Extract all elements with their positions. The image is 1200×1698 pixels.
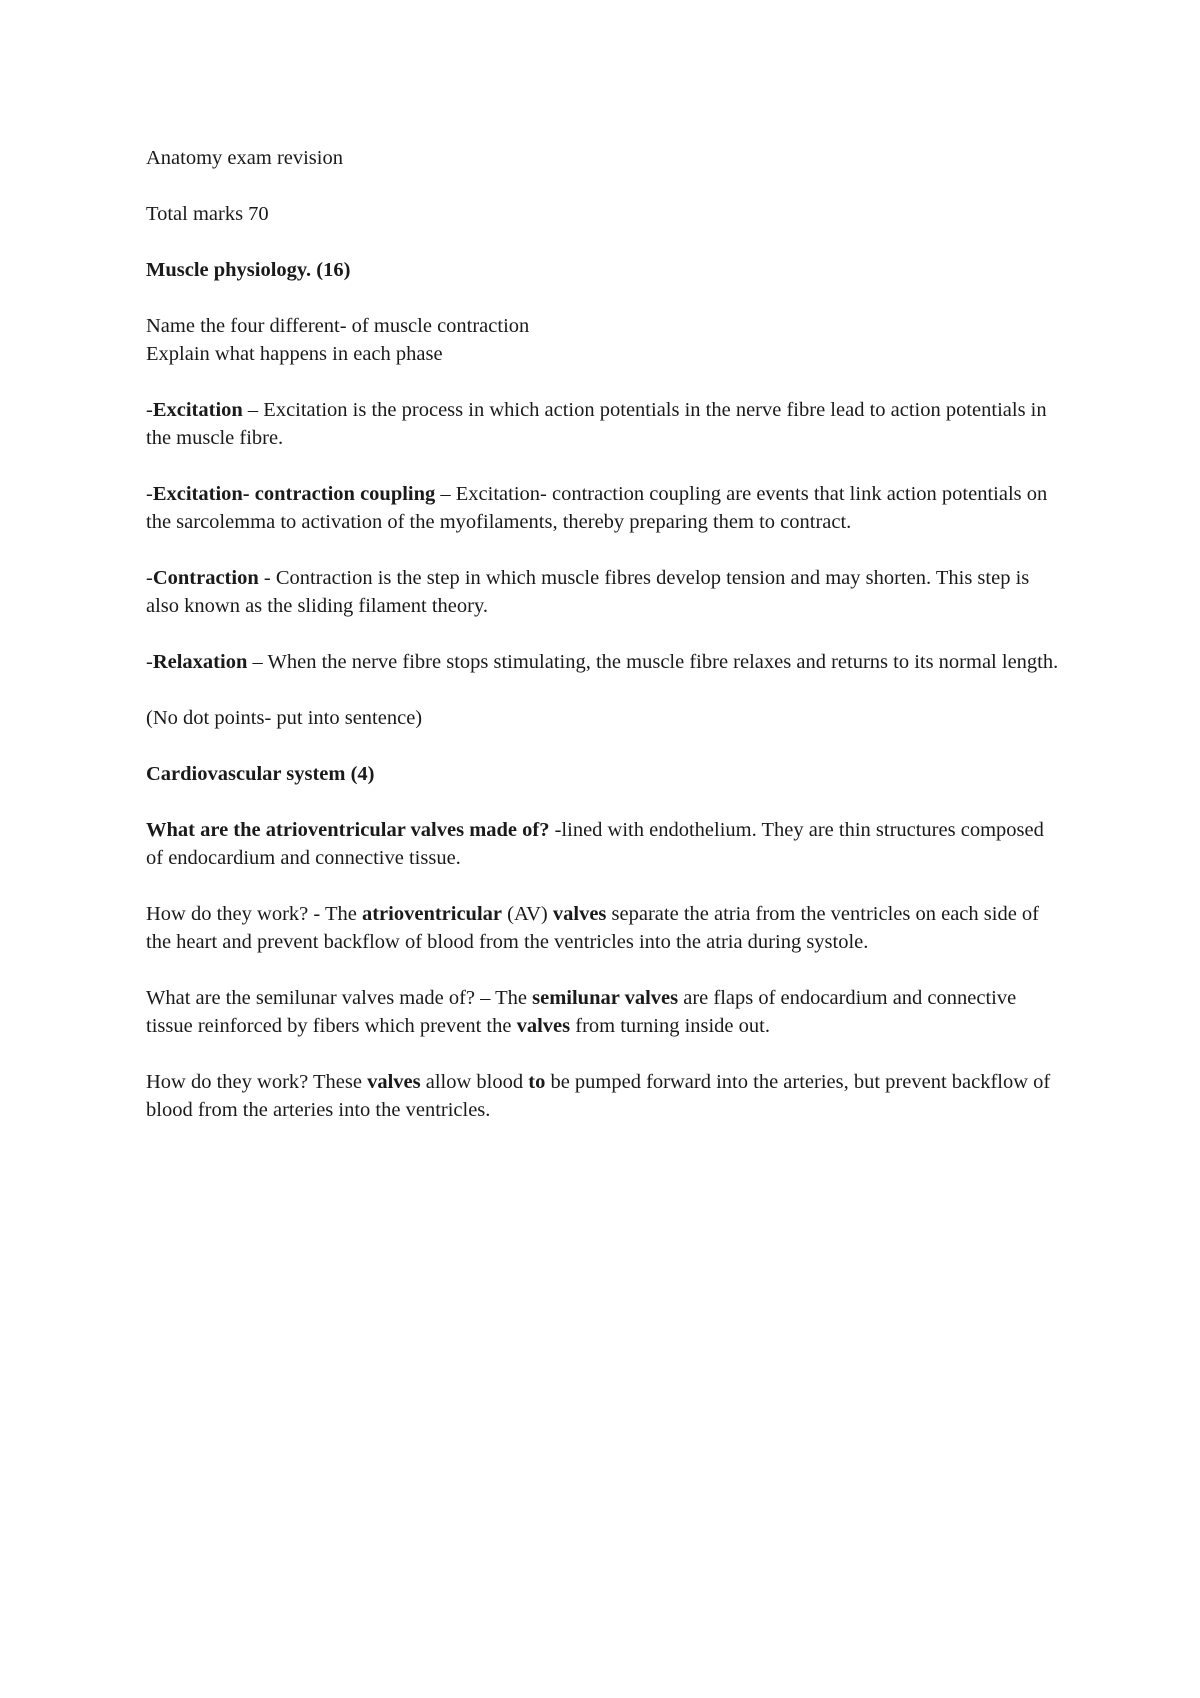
question-line: Name the four different- of muscle contraction: [146, 315, 530, 337]
bold-term: to: [528, 1071, 546, 1093]
total-marks: Total marks 70: [146, 203, 269, 225]
phase-term: Excitation- contraction coupling: [152, 483, 436, 505]
answer-text: allow blood: [420, 1071, 529, 1093]
answer-text: are flaps of endocardium and connective tissue reinforced by fibers which prevent the: [146, 987, 1017, 1037]
answer-text: What are the semilunar valves made of? – The: [146, 987, 533, 1009]
cardio-question-semilunar-function: [146, 1068, 1066, 1124]
bold-term: atrioventricular: [361, 903, 503, 925]
document-title: Anatomy exam revision: [146, 147, 343, 169]
section-heading-cardio: Cardiovascular system (4): [146, 763, 375, 785]
answer-text: (AV): [502, 903, 553, 925]
phase-separator: –: [242, 399, 264, 421]
phase-prefix: -: [146, 483, 153, 505]
phase-term: Excitation: [152, 399, 243, 421]
answer-text: -lined with endothelium. They are thin structures composed of endocardium and connective tissue.: [146, 819, 1044, 869]
question-line: Explain what happens in each phase: [146, 343, 443, 365]
phase-prefix: -: [146, 651, 153, 673]
answer-text: How do they work? - The: [146, 903, 362, 925]
phase-text: Excitation is the process in which action potentials in the nerve fibre lead to action potentials in the muscle fibre.: [146, 399, 1047, 449]
answer-text: How do they work? These: [146, 1071, 368, 1093]
answer-text: separate the atria from the ventricles on each side of the heart and prevent backflow of blood from the ventricles into the atria during systole.: [146, 903, 1040, 953]
cardio-question-av-function: [146, 900, 1066, 956]
muscle-question: [146, 312, 1066, 368]
question-bold: What are the atrioventricular valves made of?: [146, 819, 550, 841]
bold-term: valves: [552, 903, 607, 925]
phase-contraction: [146, 564, 1066, 620]
phase-separator: –: [247, 651, 268, 673]
phase-text: Contraction is the step in which muscle fibres develop tension and may shorten. This step is also known as the sliding filament theory.: [146, 567, 1030, 617]
bold-term: valves: [516, 1015, 571, 1037]
phase-text: Excitation- contraction coupling are events that link action potentials on the sarcolemma to activation of the myofilaments, thereby preparing them to contract.: [146, 483, 1048, 533]
phase-term: Relaxation: [152, 651, 248, 673]
phase-excitation-contraction-coupling: [146, 480, 1066, 536]
answer-text: from turning inside out.: [570, 1015, 770, 1037]
phase-separator: –: [435, 483, 456, 505]
cardio-question-av-material: [146, 816, 1066, 872]
section-heading-muscle: Muscle physiology. (16): [146, 259, 351, 281]
instruction-note: (No dot points- put into sentence): [146, 707, 423, 729]
phase-prefix: -: [146, 567, 153, 589]
phase-term: Contraction: [152, 567, 259, 589]
answer-text: be pumped forward into the arteries, but prevent backflow of blood from the arteries into the ventricles.: [146, 1071, 1051, 1121]
phase-text: When the nerve fibre stops stimulating, the muscle fibre relaxes and returns to its normal length.: [267, 651, 1059, 673]
phase-relaxation: [146, 648, 1066, 676]
phase-separator: -: [258, 567, 276, 589]
bold-term: valves: [367, 1071, 421, 1093]
phase-excitation: [146, 396, 1066, 452]
phase-prefix: -: [146, 399, 153, 421]
document-body: [146, 144, 1066, 1152]
cardio-question-semilunar-material: [146, 984, 1066, 1040]
bold-term: semilunar valves: [532, 987, 679, 1009]
